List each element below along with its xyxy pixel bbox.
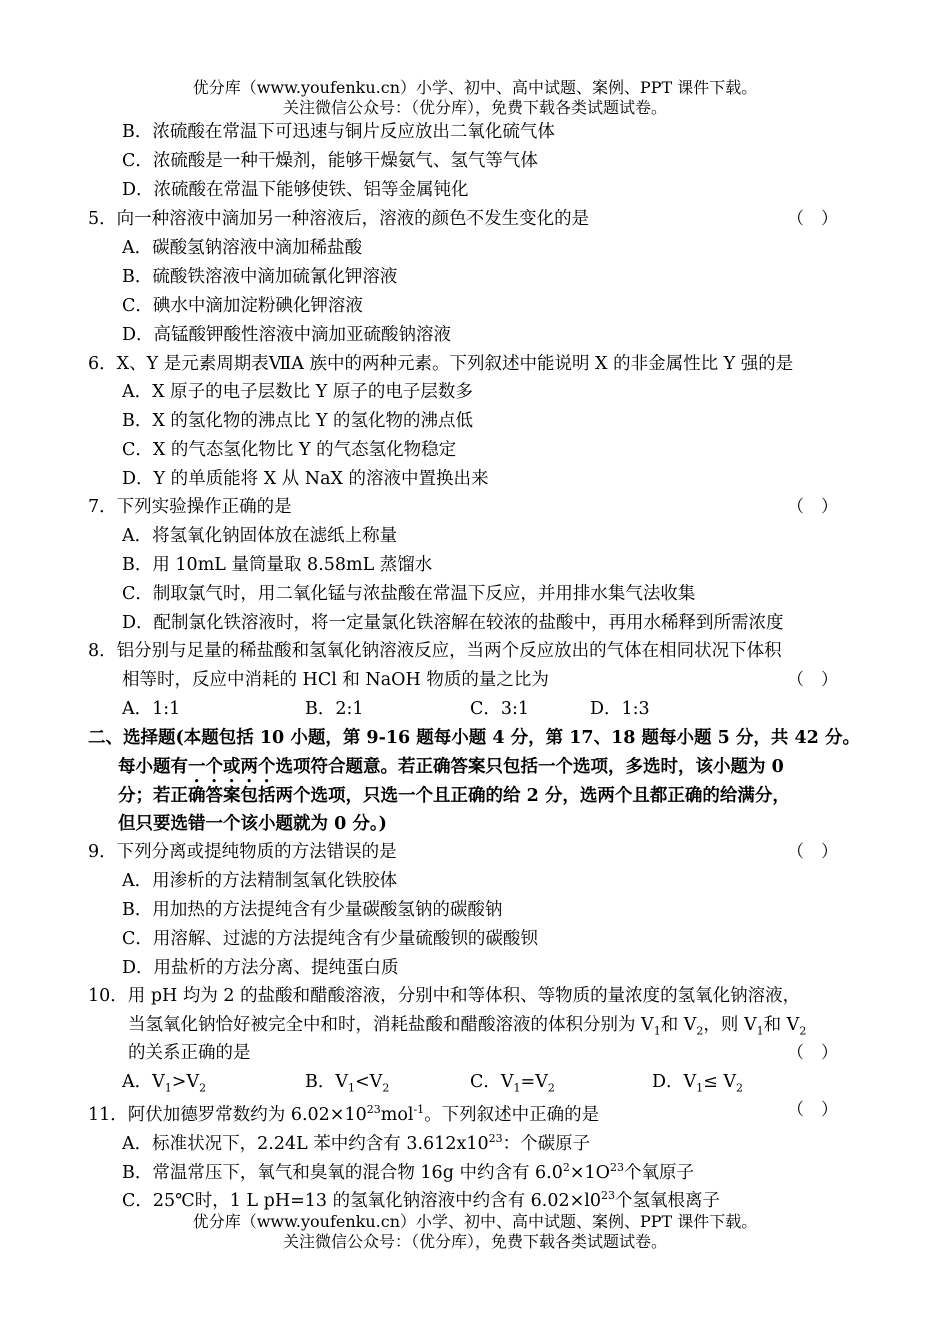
q11-c-pre: C．25℃时，1 L pH=13 的氢氧化钠溶液中约含有 6.02×l0 [122,1190,601,1211]
section2-instructions-line-3: 分；若正确答案包括两个选项，只选一个且正确的给 2 分，选两个且都正确的给满分， [118,786,790,806]
q10-stem2-mid2: ，则 V [703,1015,757,1035]
section2-line2-emphasis: 一个或两个 [188,757,276,777]
q10-stem-line-1: 10．用 pH 均为 2 的盐酸和醋酸溶液，分别中和等体积、等物质的量浓度的氢氧化钠溶液， [88,986,801,1006]
page-footer [0,1212,950,1252]
q11-a-pre: A．标准状况下，2.24L 苯中约含有 3.612x10 [122,1133,489,1154]
q11-a-exponent: 23 [488,1132,503,1145]
q10-b-op: <V [355,1072,383,1092]
footer-line-2: 关注微信公众号：（优分库），免费下载各类试题试卷。 [282,1232,667,1251]
subscript-2: 2 [696,1024,704,1038]
q8-option-b: B．2:1 [305,699,364,719]
q11-option-a [122,1128,590,1155]
q7-option-c: C．制取氯气时，用二氧化锰与浓盐酸在常温下反应，并用排水集气法收集 [122,584,696,604]
subscript-1: 1 [513,1081,521,1095]
q11-option-c [122,1185,720,1212]
section2-line2-pre: 每小题有 [118,757,188,777]
section2-instructions-line-2 [118,756,784,787]
q10-d-pre: D．V [652,1072,697,1092]
q10-stem2-mid1: 和 V [660,1015,697,1035]
q5-answer-bracket: （ ） [787,209,838,229]
q7-option-a: A．将氢氧化钠固体放在滤纸上称量 [122,526,398,546]
q10-stem-line-3: 的关系正确的是 [128,1043,251,1063]
q8-option-c: C．3:1 [470,699,530,719]
q9-stem: 9．下列分离或提纯物质的方法错误的是 [88,842,397,862]
q6-option-c: C．X 的气态氢化物比 Y 的气态氢化物稳定 [122,440,457,460]
q11-b-pre: B．常温常压下，氧气和臭氧的混合物 16g 中约含有 6.0 [122,1162,563,1183]
q10-c-op: =V [520,1072,548,1092]
q5-option-a: A．碳酸氢钠溶液中滴加稀盐酸 [122,238,363,258]
subscript-2: 2 [799,1024,807,1038]
header-line-1: 优分库（www.youfenku.cn）小学、初中、高中试题、案例、PPT 课件下载。 [192,78,758,97]
subscript-1: 1 [696,1081,704,1095]
q10-stem-line-2 [128,1014,806,1043]
subscript-2: 2 [199,1081,207,1095]
q9-answer-bracket: （ ） [787,842,838,862]
subscript-1: 1 [164,1081,172,1095]
q11-b-exponent-2: 23 [610,1161,625,1174]
q9-option-a: A．用渗析的方法精制氢氧化铁胶体 [122,871,398,891]
q7-answer-bracket: （ ） [787,497,838,517]
q11-c-post: 个氢氧根离子 [615,1190,720,1211]
q7-stem: 7．下列实验操作正确的是 [88,497,292,517]
q10-c-pre: C．V [470,1072,514,1092]
section2-instructions-line-4: 但只要选错一个该小题就为 0 分。) [118,814,387,834]
q5-option-c: C．碘水中滴加淀粉碘化钾溶液 [122,296,363,316]
q6-option-b: B．X 的氢化物的沸点比 Y 的氢化物的沸点低 [122,411,474,431]
subscript-1: 1 [756,1024,764,1038]
q10-stem2-pre: 当氢氧化钠恰好被完全中和时，消耗盐酸和醋酸溶液的体积分别为 V [128,1015,654,1035]
q6-stem: 6．X、Y 是元素周期表ⅦA 族中的两种元素。下列叙述中能说明 X 的非金属性比 Y 强的是 [88,354,794,374]
q11-stem-unit-exponent: -1 [413,1103,425,1116]
subscript-1: 1 [348,1081,355,1095]
q10-answer-bracket: （ ） [787,1043,838,1063]
q11-a-post: ：个碳原子 [502,1133,591,1154]
q5-option-b: B．硫酸铁溶液中滴加硫氰化钾溶液 [122,267,398,287]
q4-option-d: D．浓硫酸在常温下能够使铁、铝等金属钝化 [122,180,469,200]
q11-option-b [122,1157,694,1184]
q10-option-b [305,1071,389,1100]
q9-option-d: D．用盐析的方法分离、提纯蛋白质 [122,958,399,978]
q10-d-op: ≤ V [703,1072,737,1092]
q11-b-mid: ×1O [569,1162,611,1183]
q11-stem-pre: 11．阿伏加德罗常数约为 6.02×10 [88,1104,367,1125]
q9-option-b: B．用加热的方法提纯含有少量碳酸氢钠的碳酸钠 [122,900,503,920]
q11-stem [88,1099,599,1126]
q6-option-d: D．Y 的单质能将 X 从 NaX 的溶液中置换出来 [122,469,489,489]
q10-stem2-mid3: 和 V [763,1015,800,1035]
q10-option-c [470,1071,555,1100]
q4-option-b: B．浓硫酸在常温下可迅速与铜片反应放出二氧化硫气体 [122,122,555,142]
q11-stem-exponent: 23 [366,1103,381,1116]
q10-b-pre: B．V [305,1072,348,1092]
q10-a-op: >V [171,1072,200,1092]
q11-c-exponent: 23 [601,1189,615,1202]
q7-option-d: D．配制氯化铁溶液时，将一定量氯化铁溶解在较浓的盐酸中，再用水稀释到所需浓度 [122,613,784,633]
page-header [0,78,950,118]
q6-option-a: A．X 原子的电子层数比 Y 原子的电子层数多 [122,382,473,402]
q4-option-c: C．浓硫酸是一种干燥剂，能够干燥氨气、氢气等气体 [122,151,538,171]
subscript-2: 2 [547,1081,555,1095]
q10-a-pre: A．V [122,1072,165,1092]
subscript-2: 2 [382,1081,390,1095]
q8-stem-line-2: 相等时，反应中消耗的 HCl 和 NaOH 物质的量之比为 [122,670,549,690]
q11-answer-bracket: （ ） [787,1100,838,1120]
q10-option-d [652,1071,743,1100]
q8-option-a: A．1:1 [122,699,181,719]
q11-b-post: 个氧原子 [624,1162,695,1183]
section2-heading: 二、选择题(本题包括 10 小题，第 9-16 题每小题 4 分，第 17、18 题每小题 5 分，共 42 分。 [88,728,860,748]
subscript-1: 1 [653,1024,661,1038]
subscript-2: 2 [736,1081,744,1095]
q10-option-a [122,1071,206,1100]
q8-option-d: D．1:3 [590,699,650,719]
q11-b-exponent-1: 2 [562,1161,570,1174]
q8-stem-line-1: 8．铝分别与足量的稀盐酸和氢氧化钠溶液反应，当两个反应放出的气体在相同状况下体积 [88,641,782,661]
q11-stem-unit: mol [380,1104,414,1125]
footer-line-1: 优分库（www.youfenku.cn）小学、初中、高中试题、案例、PPT 课件下载。 [192,1212,758,1231]
q9-option-c: C．用溶解、过滤的方法提纯含有少量硫酸钡的碳酸钡 [122,929,538,949]
q7-option-b: B．用 10mL 量筒量取 8.58mL 蒸馏水 [122,555,433,575]
q8-answer-bracket: （ ） [787,670,838,690]
q11-stem-post: 。下列叙述中正确的是 [424,1104,600,1125]
q5-stem: 5．向一种溶液中滴加另一种溶液后，溶液的颜色不发生变化的是 [88,209,590,229]
section2-line2-post: 选项符合题意。若正确答案只包括一个选项，多选时，该小题为 0 [275,757,784,777]
q5-option-d: D．高锰酸钾酸性溶液中滴加亚硫酸钠溶液 [122,325,452,345]
header-line-2: 关注微信公众号：（优分库），免费下载各类试题试卷。 [282,98,667,117]
